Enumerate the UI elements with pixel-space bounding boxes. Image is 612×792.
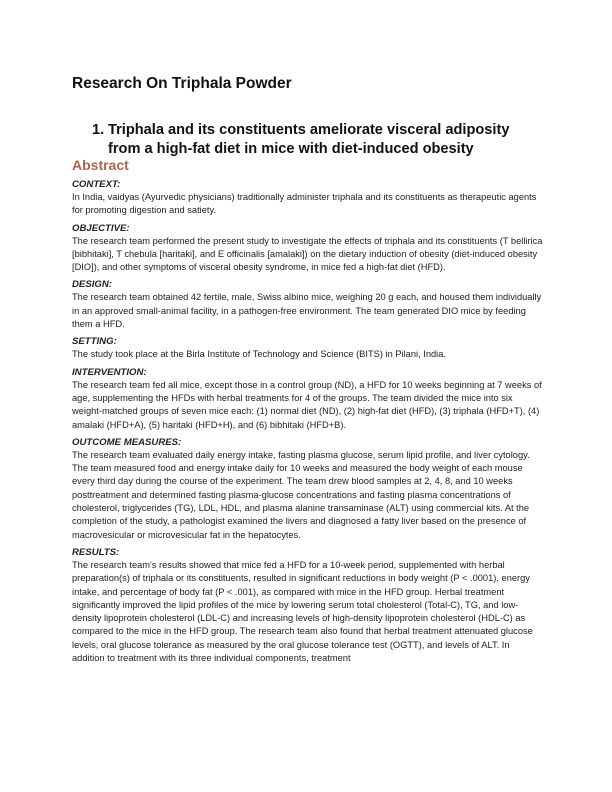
objective-heading: OBJECTIVE: xyxy=(72,222,130,234)
objective-text: The research team performed the present study to investigate the effects of triphala and its constituents (T bellirica [bibhitaki], T chebula [haritaki], and E officinalis [amalaki]) on the dietary induction of obesity (diet-induced obesity [DIO]), and other symptoms of visceral obesity syndrome, in mice fed a high-fat diet (HFD). xyxy=(72,235,543,273)
intervention-heading: INTERVENTION: xyxy=(72,366,147,378)
results-text: The research team's results showed that mice fed a HFD for a 10-week period, supplemented with herbal preparation(s) of triphala or its constituents, resulted in significant reductions in body weight (P < .0001), energy intake, and percentage of body fat (P < .001), as compared with mice in the HFD group. Herbal treatment significantly improved the lipid profiles of the mice by lowering serum total cholesterol (Total-C), TG, and low-density lipoprotein cholesterol (LDL-C) and increasing levels of high-density lipoprotein cholesterol (HDL-C) as compared to the mice in the HFD group. The research team also found that herbal treatment attenuated glucose levels, oral glucose tolerance as measured by the oral glucose tolerance test (OGTT), and levels of ALT. In addition to treatment with its three individual components, treatment xyxy=(72,559,533,664)
document-title: Research On Triphala Powder xyxy=(72,75,292,92)
article-title-text: Triphala and its constituents ameliorate visceral adiposity from a high-fat diet in mice with diet-induced obesity xyxy=(108,122,510,157)
article-title xyxy=(92,121,542,159)
setting-heading: SETTING: xyxy=(72,336,117,348)
setting-text: The study took place at the Birla Institute of Technology and Science (BITS) in Pilani, India. xyxy=(72,349,446,360)
abstract-heading: Abstract xyxy=(72,157,129,173)
design-heading: DESIGN: xyxy=(72,279,112,291)
results-heading: RESULTS: xyxy=(72,546,120,558)
outcome-measures-heading: OUTCOME MEASURES: xyxy=(72,436,182,448)
intervention-text: The research team fed all mice, except those in a control group (ND), a HFD for 10 weeks beginning at 7 weeks of age, supplementing the HFDs with herbal treatments for 4 of the groups. The team divided the mice into six weight-matched groups of seven mice each: (1) normal diet (ND), (2) high-fat diet (HFD), (3) triphala (HFD+T), (4) amalaki (HFD+A), (5) haritaki (HFD+H), and (6) bibhitaki (HFD+B). xyxy=(72,379,542,430)
article-number: 1. xyxy=(92,122,105,138)
abstract-body xyxy=(72,178,544,669)
design-text: The research team obtained 42 fertile, male, Swiss albino mice, weighing 20 g each, and housed them individually in an approved small-animal facility, in a pathogen-free environment. The team generated DIO mice by feeding them a HFD. xyxy=(72,292,542,330)
context-heading: CONTEXT: xyxy=(72,179,121,190)
context-text: In India, vaidyas (Ayurvedic physicians) traditionally administer triphala and its constituents as therapeutic agents for promoting digestion and satiety. xyxy=(72,192,537,216)
outcome-measures-text: The research team evaluated daily energy intake, fasting plasma glucose, serum lipid profile, and liver cytology. The team measured food and energy intake daily for 10 weeks and measured the body weight of each mouse every third day during the course of the experiment. The team drew blood samples at 2, 4, 8, and 10 weeks posttreatment and determined fasting plasma-glucose concentrations and fasting plasma concentrations of cholesterol, triglycerides (TG), LDL, HDL, and plasma alanine transaminase (ALT) using commercial kits. At the completion of the study, a pathologist examined the livers and diagnosed a fatty liver based on the presence of macrovesicular or microvesicular fat in the hepatocytes. xyxy=(72,449,530,540)
